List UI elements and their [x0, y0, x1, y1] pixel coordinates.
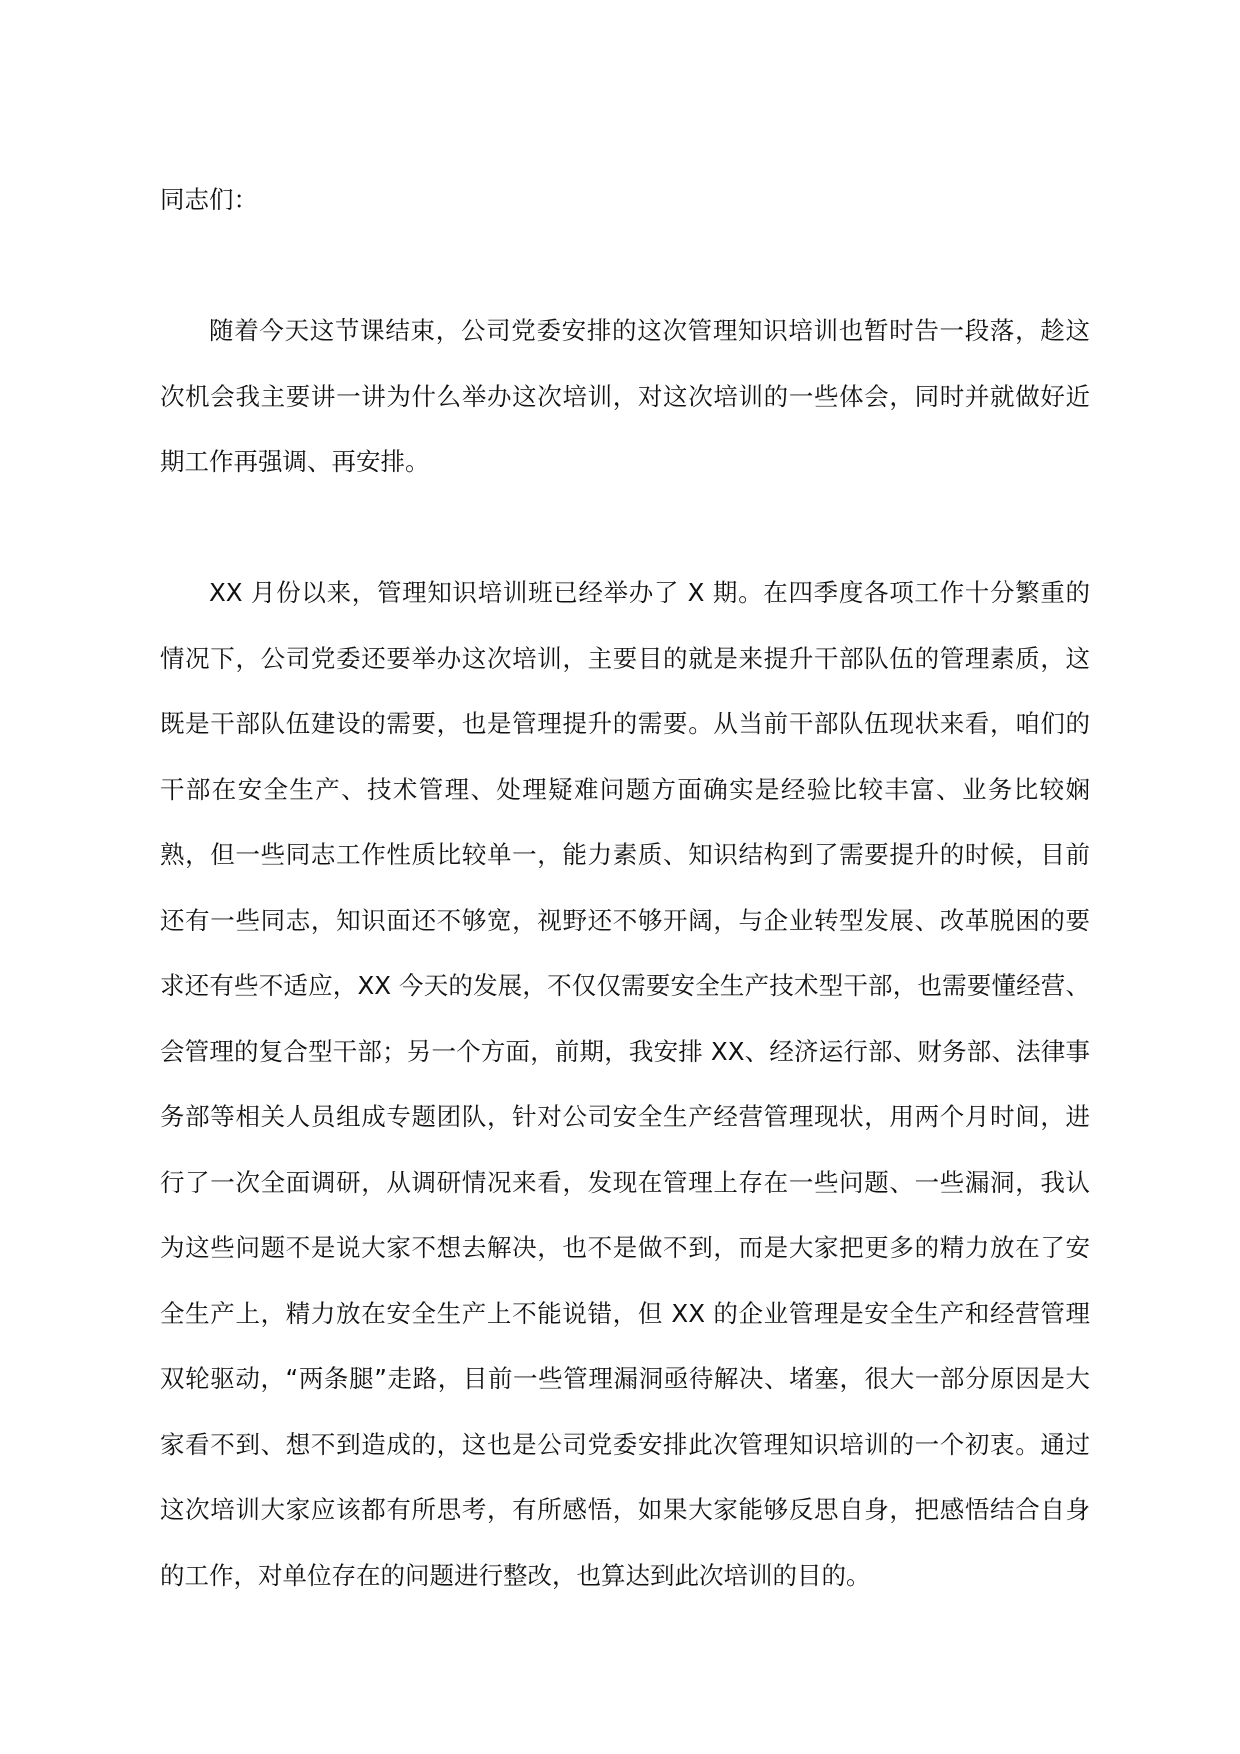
document-body	[160, 167, 1090, 1608]
paragraph-1: 随着今天这节课结束，公司党委安排的这次管理知识培训也暂时告一段落，趁这次机会我主要讲一讲为什么举办这次培训，对这次培训的一些体会，同时并就做好近期工作再强调、再安排。	[160, 316, 1090, 476]
salutation: 同志们：	[160, 185, 258, 214]
paragraph-2: XX 月份以来，管理知识培训班已经举办了 X 期。在四季度各项工作十分繁重的情况下，公司党委还要举办这次培训，主要目的就是来提升干部队伍的管理素质，这既是干部队伍建设的需要，也是管理提升的需要。从当前干部队伍现状来看，咱们的干部在安全生产、技术管理、处理疑难问题方面确实是经验比较丰富、业务比较娴熟，但一些同志工作性质比较单一，能力素质、知识结构到了需要提升的时候，目前还有一些同志，知识面还不够宽，视野还不够开阔，与企业转型发展、改革脱困的要求还有些不适应，XX 今天的发展，不仅仅需要安全生产技术型干部，也需要懂经营、会管理的复合型干部；另一个方面，前期，我安排 XX、经济运行部、财务部、法律事务部等相关人员组成专题团队，针对公司安全生产经营管理现状，用两个月时间，进行了一次全面调研，从调研情况来看，发现在管理上存在一些问题、一些漏洞，我认为这些问题不是说大家不想去解决，也不是做不到，而是大家把更多的精力放在了安全生产上，精力放在安全生产上不能说错，但 XX 的企业管理是安全生产和经营管理双轮驱动，“两条腿”走路，目前一些管理漏洞亟待解决、堵塞，很大一部分原因是大家看不到、想不到造成的，这也是公司党委安排此次管理知识培训的一个初衷。通过这次培训大家应该都有所思考，有所感悟，如果大家能够反思自身，把感悟结合自身的工作，对单位存在的问题进行整改，也算达到此次培训的目的。	[160, 578, 1090, 1590]
